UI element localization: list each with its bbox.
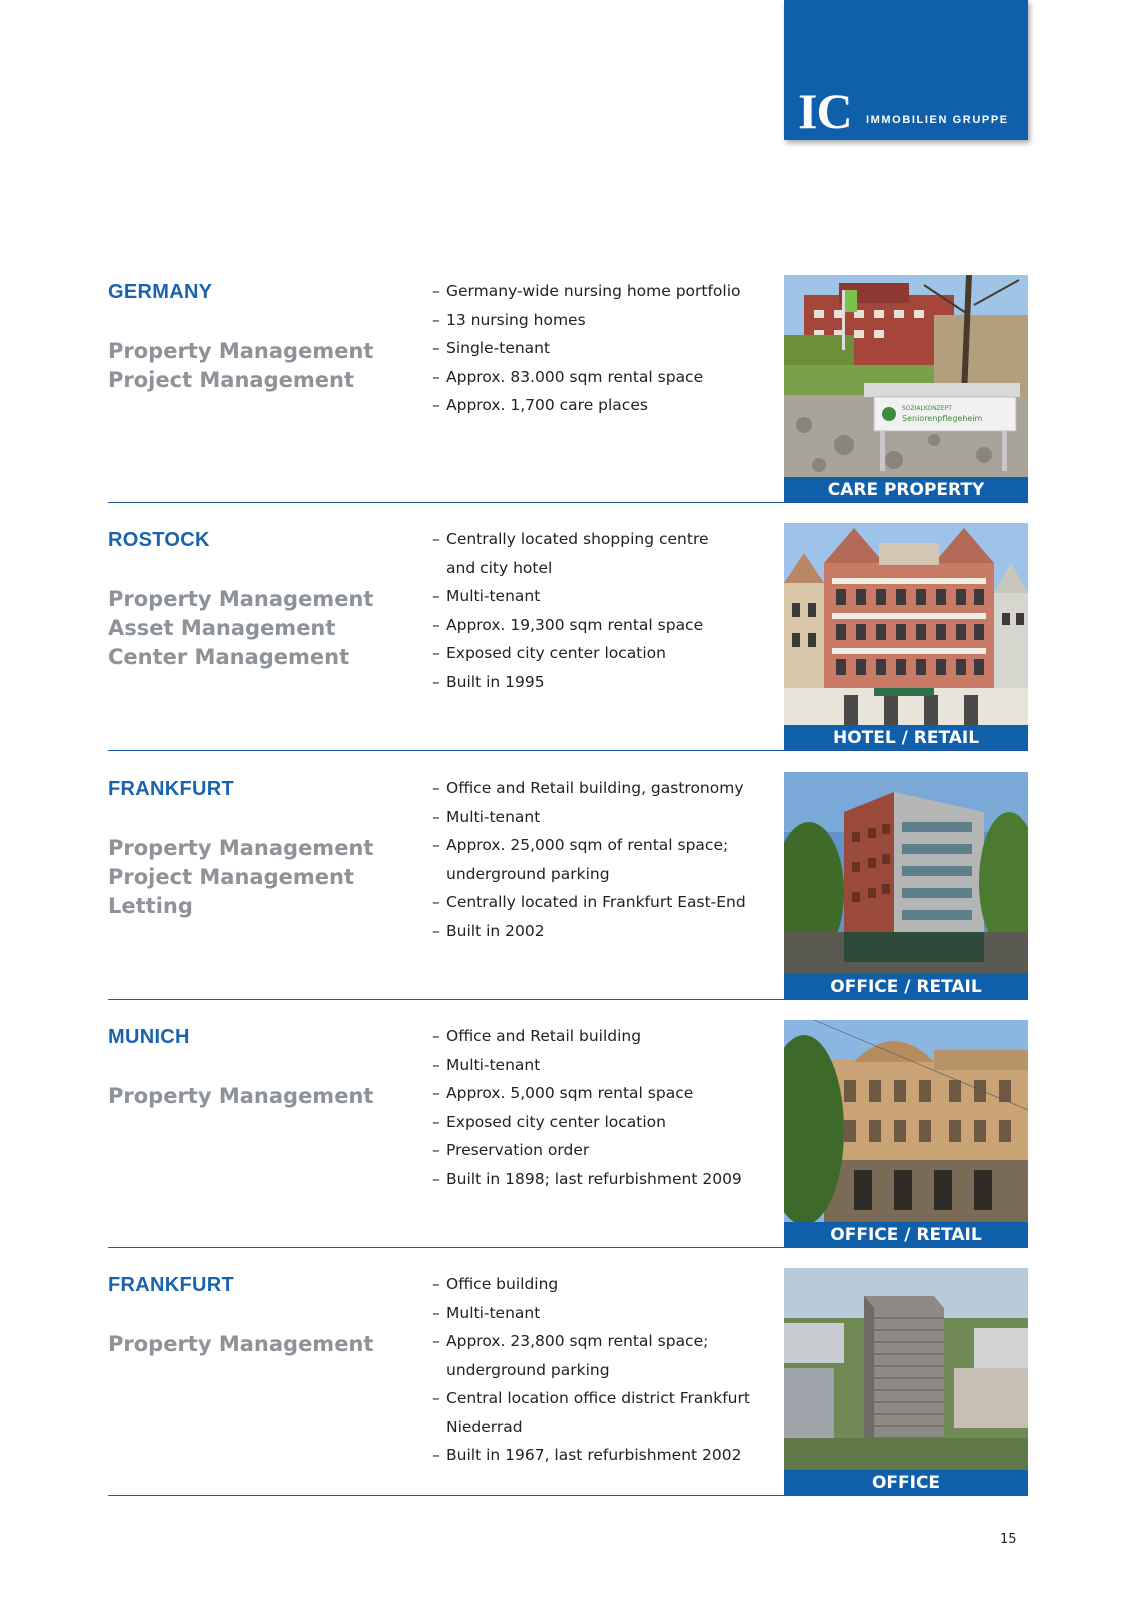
entry-city: ROSTOCK — [108, 529, 210, 551]
fact-item: – Multi-tenant — [432, 582, 762, 611]
service-item: Property Management — [108, 587, 374, 611]
munich-building-image — [784, 1020, 1028, 1222]
section-divider — [108, 1495, 1028, 1496]
service-item: Center Management — [108, 645, 350, 669]
service-item: Property Management — [108, 1084, 374, 1108]
fact-item: – Office building — [432, 1270, 762, 1299]
fact-item: – Office and Retail building, gastronomy — [432, 774, 762, 803]
facts-list — [432, 1270, 762, 1470]
fact-item: – 13 nursing homes — [432, 306, 762, 335]
fact-item-continued: underground parking — [446, 1360, 610, 1379]
property-entry-rostock — [108, 529, 1028, 751]
service-item: Letting — [108, 894, 193, 918]
fact-item: – Approx. 5,000 sqm rental space — [432, 1079, 762, 1108]
section-divider — [108, 1247, 1028, 1248]
sign-line-1: SOZIALKONZEPT — [902, 405, 952, 412]
nursing-home-image — [784, 275, 1028, 477]
fact-item-continued: and city hotel — [446, 558, 553, 577]
services-list — [108, 1082, 373, 1111]
fact-item: – Office and Retail building — [432, 1022, 762, 1051]
services-list — [108, 1330, 373, 1359]
ic-logo — [784, 0, 1028, 140]
service-item: Project Management — [108, 368, 354, 392]
service-item: Asset Management — [108, 616, 336, 640]
fact-item: – Multi-tenant — [432, 1051, 762, 1080]
property-photo-munich — [784, 1020, 1028, 1248]
photo-caption: CARE PROPERTY — [784, 477, 1028, 503]
service-item: Property Management — [108, 1332, 374, 1356]
property-photo-office-retail — [784, 772, 1028, 1000]
facts-list — [432, 1022, 762, 1193]
property-entry-frankfurt-eastend — [108, 778, 1028, 1000]
facts-list — [432, 277, 762, 420]
fact-item: – Approx. 23,800 sqm rental space; — [432, 1327, 762, 1356]
fact-item: – Multi-tenant — [432, 1299, 762, 1328]
fact-item: – Built in 1967, last refurbishment 2002 — [432, 1441, 762, 1470]
entry-city: FRANKFURT — [108, 778, 235, 800]
fact-item: – Germany-wide nursing home portfolio — [432, 277, 762, 306]
fact-item: – Exposed city center location — [432, 1108, 762, 1137]
fact-item: – Centrally located in Frankfurt East-End — [432, 888, 762, 917]
fact-item: – Built in 1995 — [432, 668, 762, 697]
entry-city: MUNICH — [108, 1026, 190, 1048]
services-list — [108, 585, 373, 672]
property-photo-office — [784, 1268, 1028, 1496]
section-divider — [108, 999, 1028, 1000]
services-list — [108, 337, 373, 395]
photo-caption: OFFICE / RETAIL — [784, 974, 1028, 1000]
logo-mark: IC — [798, 83, 852, 139]
photo-caption: HOTEL / RETAIL — [784, 725, 1028, 751]
page-number: 15 — [1000, 1532, 1017, 1547]
fact-item: – Central location office district Frankfurt — [432, 1384, 762, 1413]
property-photo-care — [784, 275, 1028, 503]
service-item: Property Management — [108, 836, 374, 860]
fact-item: – Exposed city center location — [432, 639, 762, 668]
fact-item: – Approx. 19,300 sqm rental space — [432, 611, 762, 640]
property-entry-frankfurt-niederrad — [108, 1274, 1028, 1496]
fact-item: – Preservation order — [432, 1136, 762, 1165]
sign-line-2: Seniorenpflegeheim — [902, 414, 983, 423]
fact-item: – Centrally located shopping centre — [432, 525, 762, 554]
property-photo-hotel — [784, 523, 1028, 751]
property-entry-germany — [108, 281, 1028, 503]
entry-city: GERMANY — [108, 281, 213, 303]
frankfurt-office-image — [784, 772, 1028, 974]
facts-list — [432, 525, 762, 696]
fact-item: – Multi-tenant — [432, 803, 762, 832]
fact-item: – Built in 2002 — [432, 917, 762, 946]
fact-item-continued: Niederrad — [446, 1417, 523, 1436]
section-divider — [108, 750, 1028, 751]
section-divider — [108, 502, 1028, 503]
frankfurt-tower-image — [784, 1268, 1028, 1470]
fact-item: – Approx. 25,000 sqm of rental space; — [432, 831, 762, 860]
service-item: Property Management — [108, 339, 374, 363]
fact-item: – Approx. 83.000 sqm rental space — [432, 363, 762, 392]
photo-caption: OFFICE / RETAIL — [784, 1222, 1028, 1248]
property-entry-munich — [108, 1026, 1028, 1248]
fact-item: – Approx. 1,700 care places — [432, 391, 762, 420]
fact-item: – Built in 1898; last refurbishment 2009 — [432, 1165, 762, 1194]
service-item: Project Management — [108, 865, 354, 889]
rostock-building-image — [784, 523, 1028, 725]
fact-item: – Single-tenant — [432, 334, 762, 363]
entry-city: FRANKFURT — [108, 1274, 235, 1296]
facts-list — [432, 774, 762, 945]
services-list — [108, 834, 373, 921]
fact-item-continued: underground parking — [446, 864, 610, 883]
photo-caption: OFFICE — [784, 1470, 1028, 1496]
logo-text: IMMOBILIEN GRUPPE — [866, 114, 1009, 126]
